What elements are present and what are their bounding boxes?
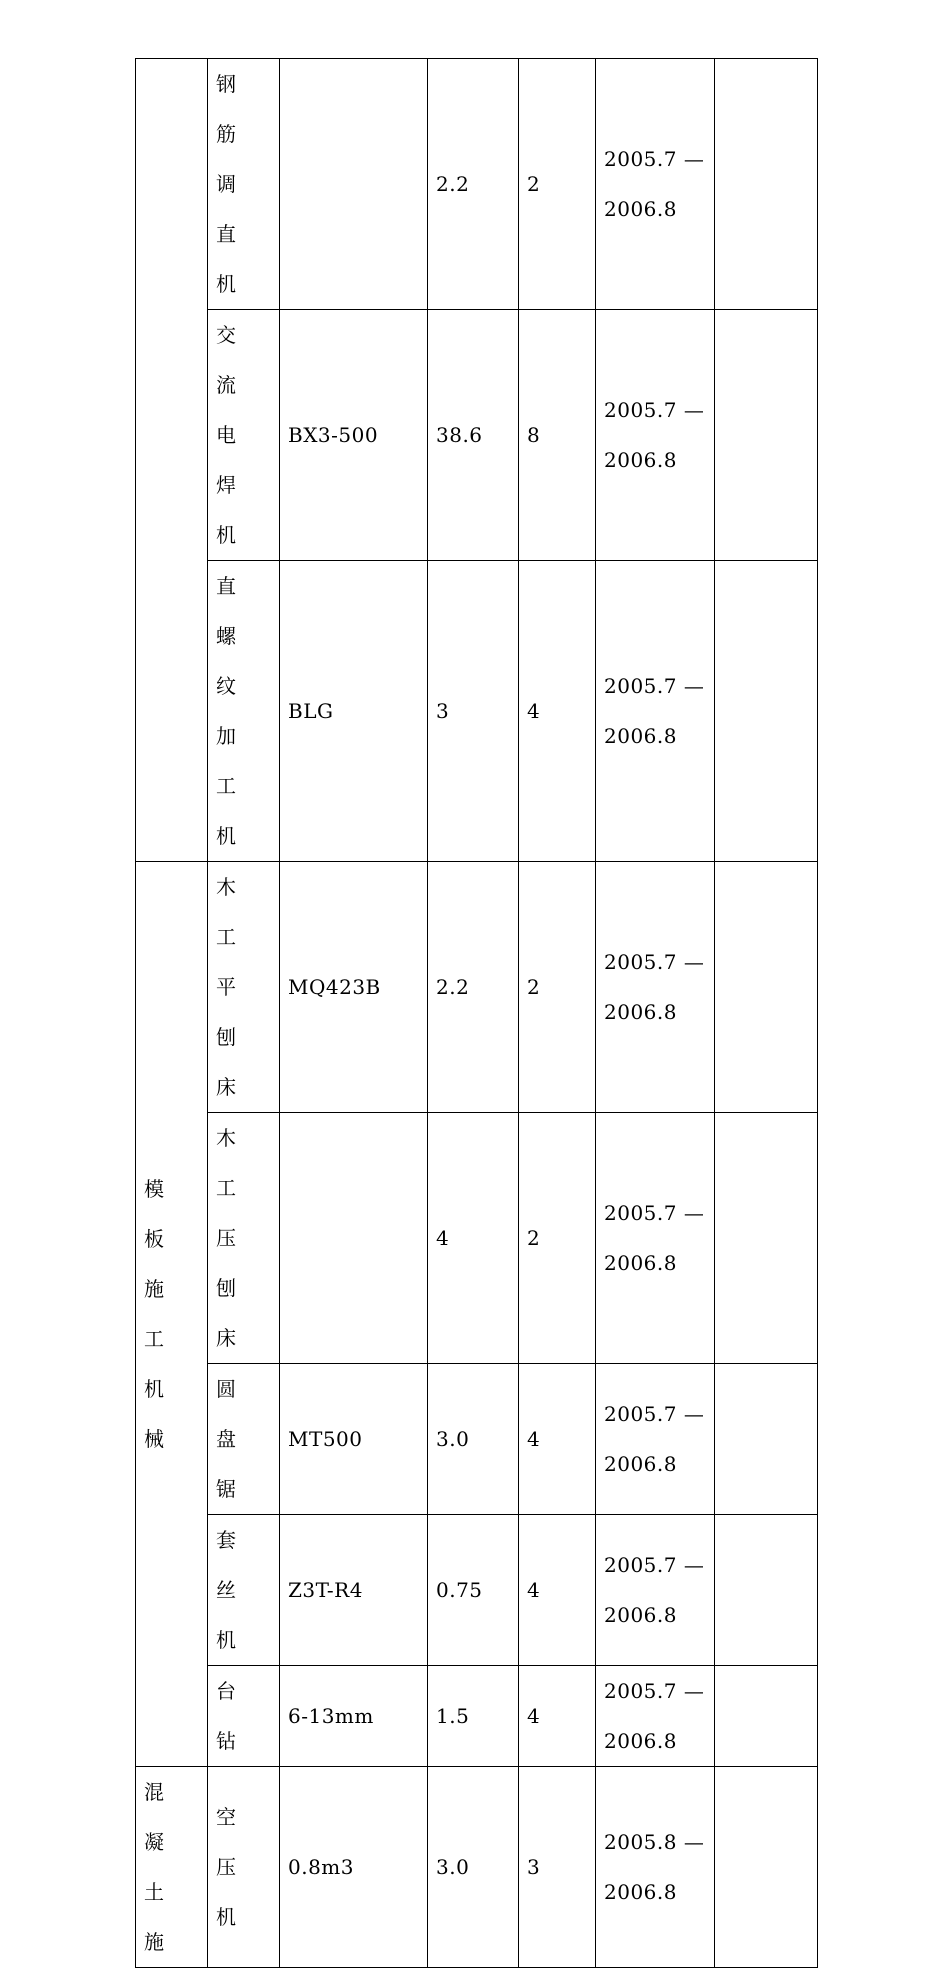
model-cell bbox=[280, 1113, 428, 1364]
power-cell: 0.75 bbox=[428, 1515, 519, 1666]
table-row bbox=[136, 1666, 818, 1767]
quantity-cell: 2 bbox=[519, 1113, 596, 1364]
period-cell bbox=[596, 310, 715, 561]
remark-cell bbox=[715, 1113, 818, 1364]
equipment-name-cell: 台钻 bbox=[208, 1666, 280, 1767]
quantity-cell: 3 bbox=[519, 1767, 596, 1968]
equipment-name-cell: 木工压刨床 bbox=[208, 1113, 280, 1364]
remark-cell bbox=[715, 862, 818, 1113]
period-start: 2005.7 — bbox=[604, 1201, 705, 1225]
power-cell: 3 bbox=[428, 561, 519, 862]
table-row bbox=[136, 310, 818, 561]
period-end: 2006.8 bbox=[604, 197, 677, 221]
model-cell: 0.8m3 bbox=[280, 1767, 428, 1968]
period-start: 2005.7 — bbox=[604, 1679, 705, 1703]
period-end: 2006.8 bbox=[604, 448, 677, 472]
quantity-cell: 4 bbox=[519, 1364, 596, 1515]
table-row bbox=[136, 1113, 818, 1364]
category-cell bbox=[136, 59, 208, 862]
quantity-cell: 4 bbox=[519, 1515, 596, 1666]
period-start: 2005.7 — bbox=[604, 1402, 705, 1426]
period-cell bbox=[596, 1515, 715, 1666]
equipment-name-cell: 钢筋调直机 bbox=[208, 59, 280, 310]
period-cell bbox=[596, 59, 715, 310]
remark-cell bbox=[715, 1666, 818, 1767]
period-end: 2006.8 bbox=[604, 1880, 677, 1904]
table-row bbox=[136, 561, 818, 862]
model-cell bbox=[280, 59, 428, 310]
period-end: 2006.8 bbox=[604, 1603, 677, 1627]
equipment-name-cell: 交流电焊机 bbox=[208, 310, 280, 561]
period-start: 2005.7 — bbox=[604, 147, 705, 171]
period-cell bbox=[596, 561, 715, 862]
quantity-cell: 4 bbox=[519, 561, 596, 862]
equipment-name-cell: 木工平刨床 bbox=[208, 862, 280, 1113]
period-start: 2005.7 — bbox=[604, 950, 705, 974]
power-cell: 3.0 bbox=[428, 1767, 519, 1968]
equipment-name-cell: 套丝机 bbox=[208, 1515, 280, 1666]
period-end: 2006.8 bbox=[604, 1000, 677, 1024]
model-cell: BLG bbox=[280, 561, 428, 862]
power-cell: 1.5 bbox=[428, 1666, 519, 1767]
remark-cell bbox=[715, 1364, 818, 1515]
period-cell bbox=[596, 1767, 715, 1968]
model-cell: BX3-500 bbox=[280, 310, 428, 561]
period-cell bbox=[596, 1666, 715, 1767]
quantity-cell: 8 bbox=[519, 310, 596, 561]
power-cell: 4 bbox=[428, 1113, 519, 1364]
remark-cell bbox=[715, 1515, 818, 1666]
power-cell: 2.2 bbox=[428, 59, 519, 310]
remark-cell bbox=[715, 1767, 818, 1968]
equipment-name-cell: 空压机 bbox=[208, 1767, 280, 1968]
equipment-name-cell: 圆盘锯 bbox=[208, 1364, 280, 1515]
table-row bbox=[136, 862, 818, 1113]
power-cell: 38.6 bbox=[428, 310, 519, 561]
period-start: 2005.7 — bbox=[604, 674, 705, 698]
category-cell: 模板施工机械 bbox=[136, 862, 208, 1767]
remark-cell bbox=[715, 310, 818, 561]
table-row bbox=[136, 1364, 818, 1515]
model-cell: 6-13mm bbox=[280, 1666, 428, 1767]
period-cell bbox=[596, 862, 715, 1113]
table-row bbox=[136, 1515, 818, 1666]
table-row bbox=[136, 1767, 818, 1968]
period-end: 2006.8 bbox=[604, 1729, 677, 1753]
equipment-table bbox=[135, 58, 818, 1968]
remark-cell bbox=[715, 561, 818, 862]
period-cell bbox=[596, 1364, 715, 1515]
period-start: 2005.8 — bbox=[604, 1830, 705, 1854]
quantity-cell: 2 bbox=[519, 862, 596, 1113]
power-cell: 2.2 bbox=[428, 862, 519, 1113]
model-cell: Z3T-R4 bbox=[280, 1515, 428, 1666]
power-cell: 3.0 bbox=[428, 1364, 519, 1515]
period-cell bbox=[596, 1113, 715, 1364]
table-row bbox=[136, 59, 818, 310]
period-start: 2005.7 — bbox=[604, 398, 705, 422]
model-cell: MQ423B bbox=[280, 862, 428, 1113]
period-start: 2005.7 — bbox=[604, 1553, 705, 1577]
period-end: 2006.8 bbox=[604, 724, 677, 748]
period-end: 2006.8 bbox=[604, 1251, 677, 1275]
quantity-cell: 4 bbox=[519, 1666, 596, 1767]
remark-cell bbox=[715, 59, 818, 310]
category-cell: 混凝土施 bbox=[136, 1767, 208, 1968]
quantity-cell: 2 bbox=[519, 59, 596, 310]
model-cell: MT500 bbox=[280, 1364, 428, 1515]
period-end: 2006.8 bbox=[604, 1452, 677, 1476]
equipment-name-cell: 直螺纹加工机 bbox=[208, 561, 280, 862]
